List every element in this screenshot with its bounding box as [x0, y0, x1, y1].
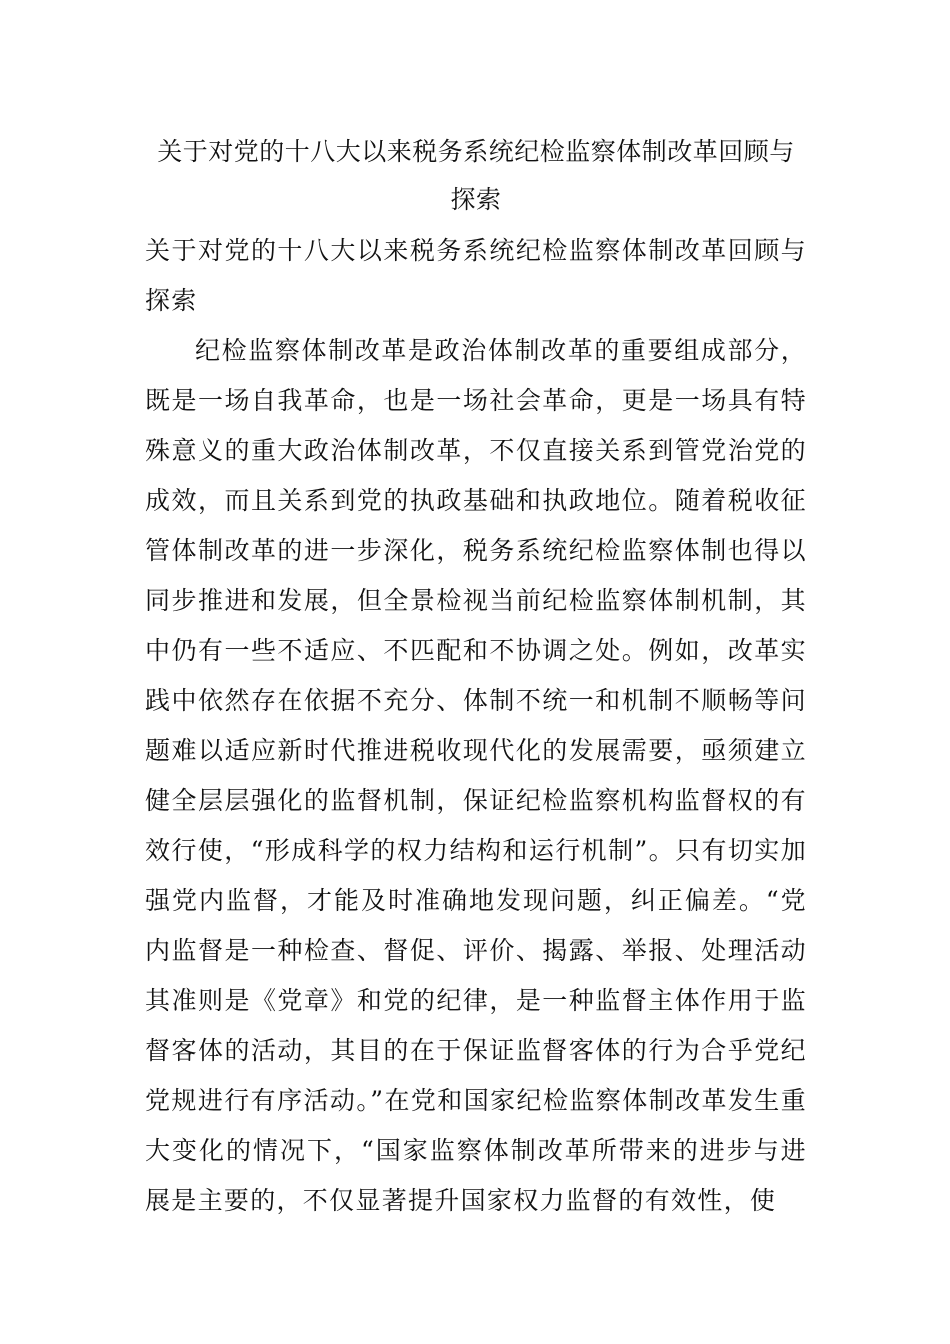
document-title: 关于对党的十八大以来税务系统纪检监察体制改革回顾与探索	[157, 137, 795, 214]
body-paragraph: 纪检监察体制改革是政治体制改革的重要组成部分，既是一场自我革命，也是一场社会革命，更是一场具有特殊意义的重大政治体制改革，不仅直接关系到管党治党的成效，而且关系到党的执政基础和执政地位。随着税收征管体制改革的进一步深化，税务系统纪检监察体制也得以同步推进和发展，但全景检视当前纪检监察体制机制，其中仍有一些不适应、不匹配和不协调之处。例如，改革实践中依然存在依据不充分、体制不统一和机制不顺畅等问题难以适应新时代推进税收现代化的发展需要，亟须建立健全层层强化的监督机制，保证纪检监察机构监督权的有效行使，“形成科学的权力结构和运行机制”。只有切实加强党内监督，才能及时准确地发现问题，纠正偏差。“党内监督是一种检查、督促、评价、揭露、举报、处理活动其准则是《党章》和党的纪律，是一种监督主体作用于监督客体的活动，其目的在于保证监督客体的行为合乎党纪党规进行有序活动。”在党和国家纪检监察体制改革发生重大变化的情况下，“国家监察体制改革所带来的进步与进展是主要的，不仅显著提升国家权力监督的有效性，使	[145, 336, 807, 1215]
document-subtitle: 关于对党的十八大以来税务系统纪检监察体制改革回顾与探索	[145, 236, 807, 315]
document-page	[145, 128, 807, 1226]
